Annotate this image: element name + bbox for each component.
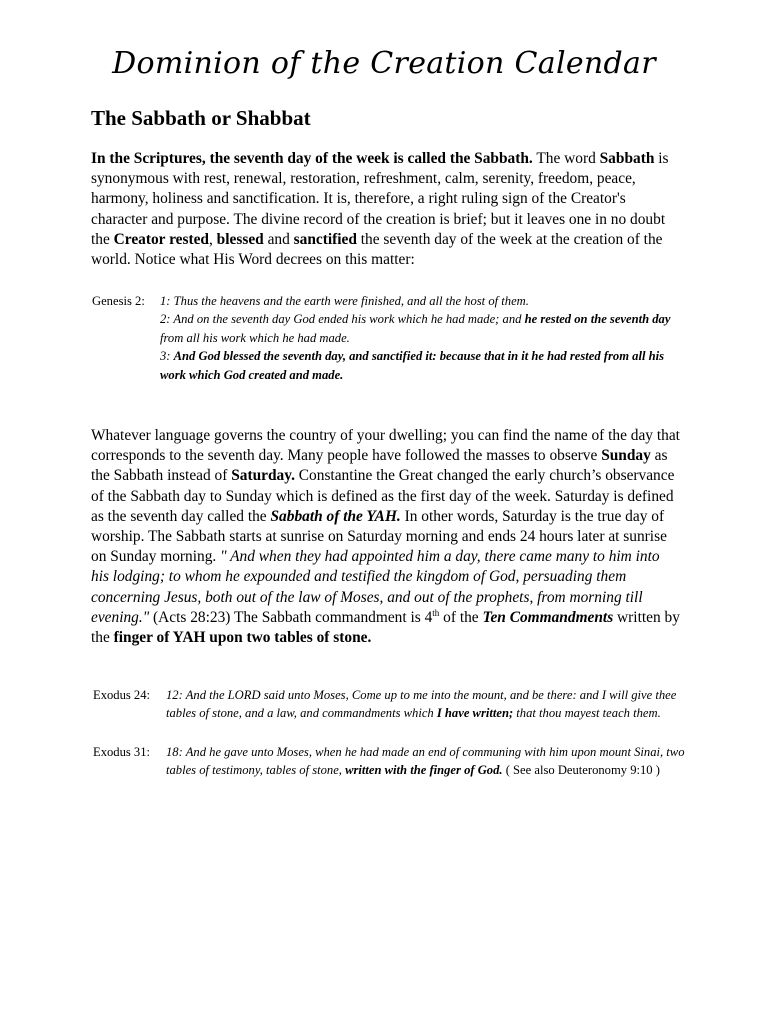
paragraph-text: written by the — [91, 608, 680, 647]
paragraph-text: Constantine the Great changed the early church’s observance of the Sabbath day to Sunday which is defined as the first day of the week. Saturday is defined as the seventh day called the — [91, 467, 675, 525]
scripture-reference: Exodus 24: — [93, 688, 151, 702]
superscript-th: th — [432, 607, 440, 618]
paragraph-text: as the Sabbath instead of — [91, 447, 668, 485]
verse-text: 3: — [160, 349, 174, 364]
paragraph-text: and — [263, 230, 294, 248]
genesis-quote — [92, 292, 692, 384]
scripture-reference: Genesis 2: — [92, 294, 145, 308]
cross-reference: ( See also Deuteronomy 9:10 ) — [502, 763, 660, 778]
verse-emphasis: I have written; — [436, 706, 514, 721]
emphasis-creator-rested: Creator rested — [113, 230, 209, 248]
verse-emphasis: And God blessed the seventh day, and sanctified it: because that in it he had rested from all his work which God created and made. — [160, 349, 664, 382]
exodus-31-quote — [93, 743, 693, 780]
verse-emphasis: he rested on the seventh day — [524, 312, 671, 327]
verse-list — [166, 686, 693, 723]
exodus-24-quote — [93, 686, 693, 723]
verse-list — [160, 292, 692, 384]
verse-list — [166, 743, 693, 780]
paragraph-text: of the — [439, 608, 483, 626]
document-title: Dominion of the Creation Calendar — [112, 46, 656, 81]
emphasis-saturday: Saturday. — [231, 467, 295, 485]
emphasis-sunday: Sunday — [601, 447, 651, 465]
verse-1: 1: Thus the heavens and the earth were finished, and all the host of them. — [160, 294, 529, 308]
paragraph-text: The word — [532, 150, 600, 167]
emphasis-sanctified: sanctified — [293, 230, 357, 248]
paragraph-text: In other words, Saturday is the true day of worship. The Sabbath starts at sunrise on Saturday morning and ends 24 hours later at sunrise on Sunday morning. — [91, 507, 667, 566]
verse-text: that thou mayest teach them. — [513, 706, 661, 721]
paragraph-text: (Acts 28:23) The Sabbath commandment is 4 — [149, 608, 433, 626]
paragraph-text: is synonymous with rest, renewal, restoration, refreshment, calm, serenity, freedom, peace, harmony, holiness and sanctification. It is, therefore, a right ruling sign of the Creator's character and purpose. The divine record of the creation is brief; but it leaves one in no doubt the — [91, 150, 669, 248]
verse-2 — [160, 310, 692, 347]
emphasis-sabbath-of-yah: Sabbath of the YAH. — [270, 507, 401, 525]
verse-text: 2: And on the seventh day God ended his work which he had made; and — [160, 312, 525, 327]
emphasis-sabbath: Sabbath — [599, 150, 655, 167]
body-paragraph — [91, 426, 681, 648]
verse-text: from all his work which he had made. — [160, 330, 350, 345]
verse-text: 12: And the LORD said unto Moses, Come up to me into the mount, and be there: and I will give thee tables of stone, and a law, and commandments which — [166, 688, 677, 721]
lead-sentence: In the Scriptures, the seventh day of the week is called the Sabbath. — [91, 150, 533, 167]
scripture-reference: Exodus 31: — [93, 745, 151, 759]
paragraph-text: Whatever language governs the country of your dwelling; you can find the name of the day that corresponds to the seventh day. Many people have followed the masses to observe — [91, 427, 680, 465]
section-heading: The Sabbath or Shabbat — [91, 106, 311, 130]
paragraph-text: the seventh day of the week at the creation of the world. Notice what His Word decrees on this matter: — [91, 230, 663, 269]
verse-3 — [160, 347, 692, 384]
emphasis-finger-of-yah: finger of YAH upon two tables of stone. — [113, 629, 372, 647]
emphasis-blessed: blessed — [216, 230, 264, 248]
verse-emphasis: written with the finger of God. — [345, 763, 503, 778]
verse-text: 18: And he gave unto Moses, when he had made an end of communing with him upon mount Sinai, two tables of testimony, tables of stone, — [166, 745, 685, 778]
emphasis-ten-commandments: Ten Commandments — [482, 608, 614, 626]
intro-paragraph — [91, 149, 681, 270]
acts-quote: " And when they had appointed him a day, there came many to him into his lodging; to whom he expounded and testified the kingdom of God, persuading them concerning Jesus, both out of the law of Moses, and out of the prophets, from morning till evening." — [91, 548, 660, 626]
paragraph-text: , — [208, 230, 217, 248]
